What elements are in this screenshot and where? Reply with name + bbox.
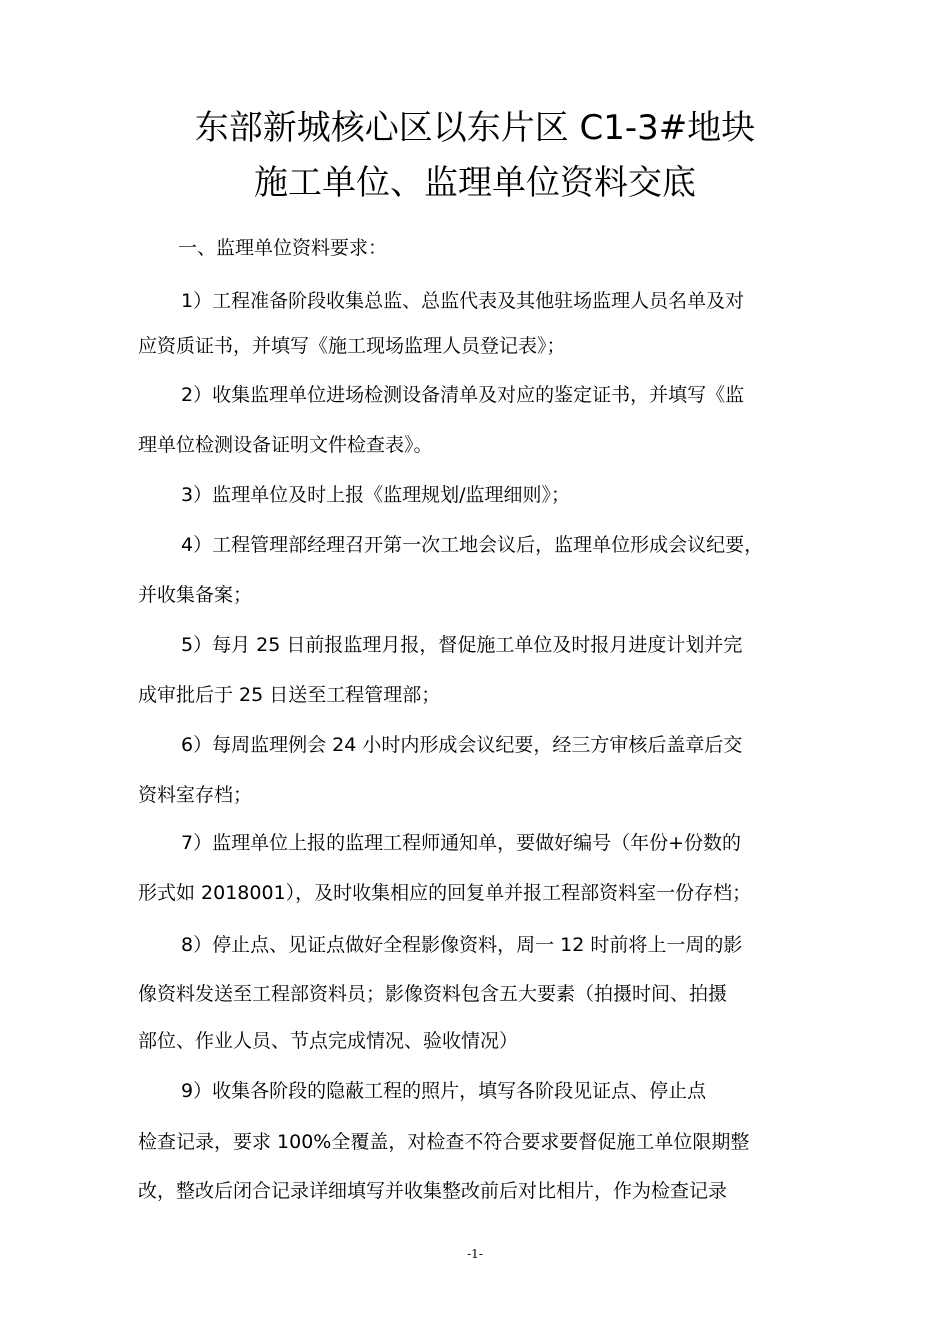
paragraph-line: 7）监理单位上报的监理工程师通知单，要做好编号（年份+份数的 [181,832,742,854]
paragraph-line: 资料室存档； [138,784,253,806]
paragraph-line: 2）收集监理单位进场检测设备清单及对应的鉴定证书，并填写《监 [181,384,745,406]
paragraph-line: 应资质证书，并填写《施工现场监理人员登记表》； [138,335,566,357]
paragraph-line: 9）收集各阶段的隐蔽工程的照片，填写各阶段见证点、停止点 [181,1080,707,1102]
paragraph-line: 形式如 2018001），及时收集相应的回复单并报工程部资料室一份存档； [138,882,752,904]
paragraph-line: 8）停止点、见证点做好全程影像资料，周一 12 时前将上一周的影 [181,934,743,956]
paragraph-line: 1）工程准备阶段收集总监、总监代表及其他驻场监理人员名单及对 [181,290,745,312]
paragraph-line: 并收集备案； [138,584,253,606]
paragraph-line: 6）每周监理例会 24 小时内形成会议纪要，经三方审核后盖章后交 [181,734,743,756]
paragraph-line: 部位、作业人员、节点完成情况、验收情况） [138,1030,519,1052]
page-number: -1- [467,1247,483,1261]
paragraph-line: 改，整改后闭合记录详细填写并收集整改前后对比相片，作为检查记录 [138,1180,728,1202]
section-heading: 一、监理单位资料要求： [178,237,388,259]
paragraph-line: 像资料发送至工程部资料员；影像资料包含五大要素（拍摄时间、拍摄 [138,983,728,1005]
paragraph-line: 理单位检测设备证明文件检查表》。 [138,434,433,456]
document-title-line-1: 东部新城核心区以东片区 C1-3#地块 [194,108,756,148]
paragraph-line: 4）工程管理部经理召开第一次工地会议后，监理单位形成会议纪要， [181,534,764,556]
paragraph-line: 5）每月 25 日前报监理月报，督促施工单位及时报月进度计划并完 [181,634,743,656]
paragraph-line: 检查记录，要求 100%全覆盖，对检查不符合要求要督促施工单位限期整 [138,1131,750,1153]
document-title-line-2: 施工单位、监理单位资料交底 [254,163,696,203]
paragraph-line: 3）监理单位及时上报《监理规划/监理细则》； [181,484,570,506]
paragraph-line: 成审批后于 25 日送至工程管理部； [138,684,441,706]
